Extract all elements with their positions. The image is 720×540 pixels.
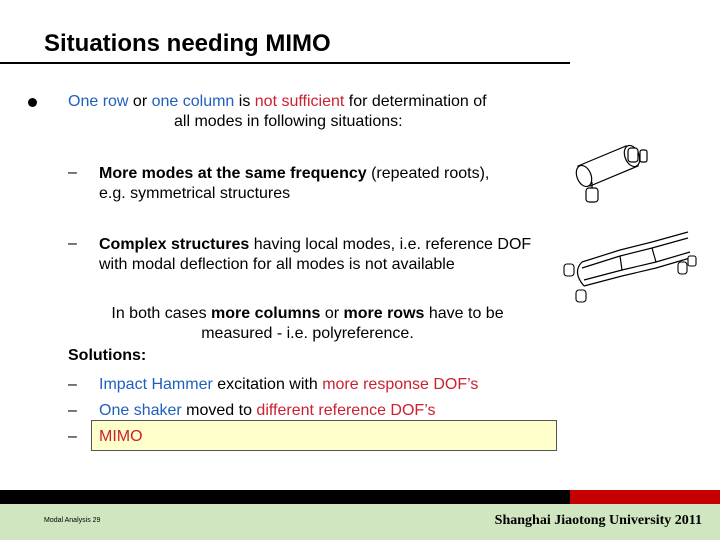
symmetrical-structure-illustration	[560, 138, 660, 218]
sub1-line2: e.g. symmetrical structures	[99, 185, 291, 202]
solution-dash: –	[68, 402, 77, 419]
solution-item	[68, 375, 478, 395]
footer-accent-bar	[570, 490, 720, 504]
title-underline	[0, 62, 570, 64]
solution-text: moved to	[181, 402, 257, 419]
solution-different-reference: different reference DOF’s	[256, 402, 436, 419]
solutions-heading: Solutions:	[68, 347, 147, 364]
intro-not-sufficient: not sufficient	[254, 93, 345, 110]
sub2-text	[99, 235, 549, 275]
sub2-dash: –	[68, 235, 77, 252]
intro-text: is	[234, 93, 255, 110]
sub2-bold: Complex structures	[99, 236, 250, 253]
both-text: have to be	[424, 305, 504, 322]
bullet-icon	[28, 98, 37, 107]
mimo-highlight-box	[91, 420, 557, 451]
complex-structure-illustration	[560, 228, 700, 310]
both-text: or	[320, 305, 344, 322]
sub2-rest: having local modes, i.e. reference DOF with modal deflection for all modes is not available	[99, 236, 532, 273]
footer-page-label: Modal Analysis 29	[44, 517, 101, 524]
intro-one-column: one column	[151, 93, 235, 110]
sub1-rest: (repeated roots),	[366, 165, 490, 182]
solution-one-shaker: One shaker	[99, 402, 182, 419]
both-text: In both cases	[111, 305, 212, 322]
sub1-text	[99, 164, 549, 204]
footer-university: Shanghai Jiaotong University 2011	[494, 513, 702, 528]
intro-text: or	[128, 93, 152, 110]
solution-more-response: more response DOF’s	[322, 376, 479, 393]
both-more-rows: more rows	[343, 305, 425, 322]
both-more-columns: more columns	[211, 305, 321, 322]
intro-paragraph	[68, 92, 548, 132]
solution-mimo: MIMO	[99, 428, 143, 445]
both-cases-paragraph	[60, 304, 555, 344]
intro-line2: all modes in following situations:	[174, 113, 403, 130]
intro-one-row: One row	[68, 93, 129, 110]
page-title: Situations needing MIMO	[44, 30, 331, 57]
sub1-dash: –	[68, 164, 77, 181]
solution-item	[68, 401, 435, 421]
solution-dash: –	[68, 428, 77, 445]
footer-bar	[0, 490, 570, 504]
solution-impact-hammer: Impact Hammer	[99, 376, 213, 393]
solution-item	[68, 427, 143, 447]
both-line2: measured - i.e. polyreference.	[201, 325, 414, 342]
solution-text: excitation with	[212, 376, 323, 393]
solution-dash: –	[68, 376, 77, 393]
sub1-bold: More modes at the same frequency	[99, 165, 367, 182]
intro-text: for determination of	[344, 93, 487, 110]
